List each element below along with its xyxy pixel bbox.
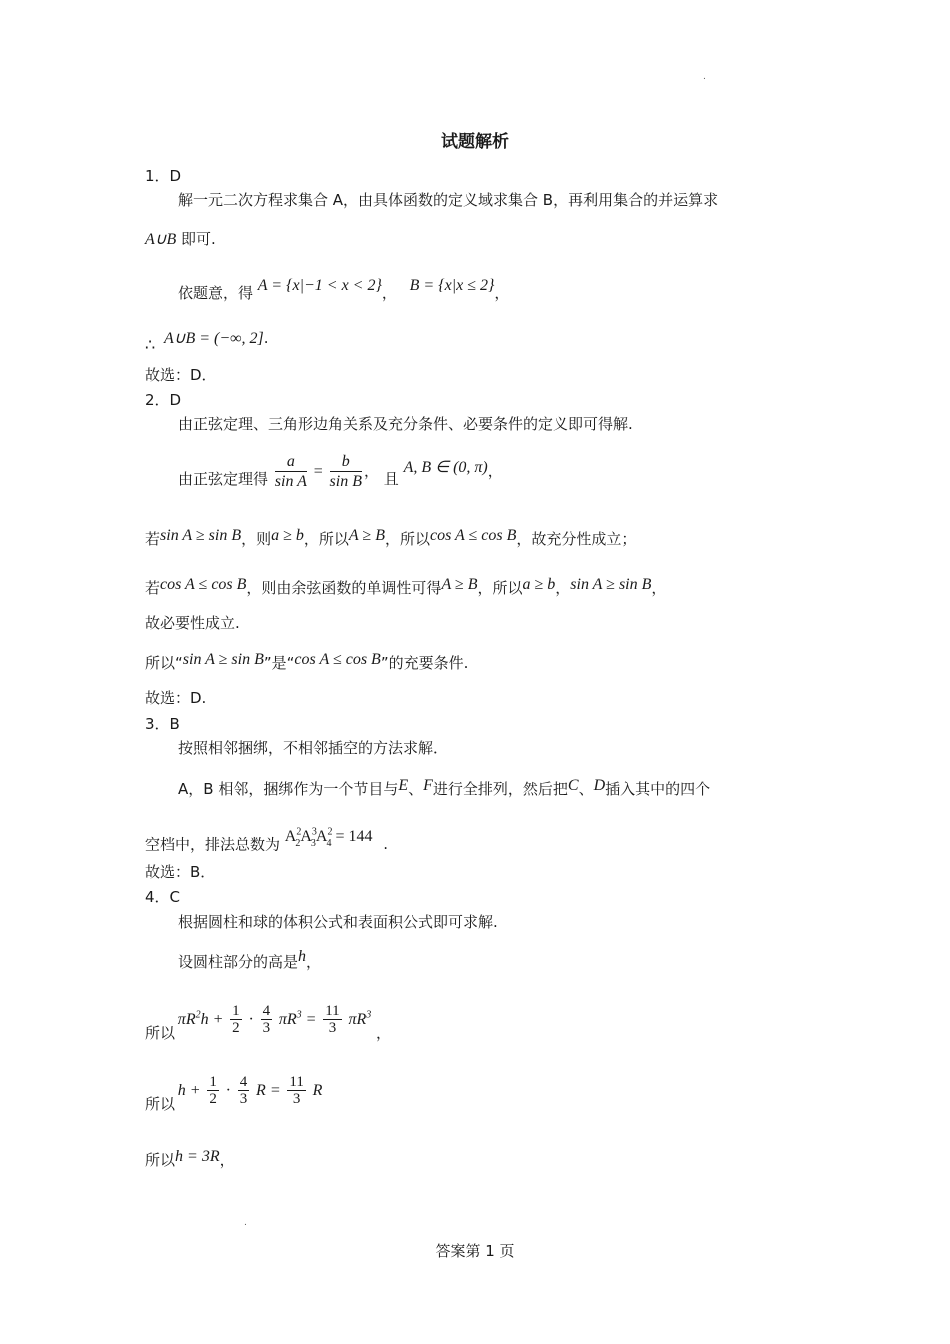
q3-line-1: 按照相邻捆绑，不相邻插空的方法求解．: [178, 739, 449, 757]
height-variable: h: [298, 948, 307, 965]
q2-line-6: [145, 653, 468, 674]
inline-math: F: [423, 777, 433, 794]
fraction-numerator: 1: [232, 1003, 240, 1019]
text: 、: [578, 780, 594, 798]
q2-line-2-text: 由正弦定理得: [178, 470, 269, 488]
header-dot: .: [703, 72, 706, 82]
text: ，则由余弦函数的单调性可得: [246, 579, 442, 597]
fraction-numerator: 11: [289, 1074, 304, 1090]
text: ，所以: [384, 530, 430, 548]
text: 插入其中的四个: [605, 780, 711, 798]
q1-answer: 故选：D．: [145, 366, 217, 384]
footer-dot: .: [244, 1218, 247, 1228]
q3-answer: 故选：B．: [145, 863, 216, 881]
inline-math: sin A ≥ sin B: [182, 651, 264, 668]
permutation-result: = 144: [335, 828, 373, 846]
q3-line-2: [178, 779, 710, 800]
q2-line-3: [145, 529, 636, 550]
fraction-numerator: 4: [239, 1074, 248, 1090]
text: ，所以: [477, 579, 523, 597]
text: ，则: [241, 530, 272, 548]
inline-math: C: [567, 777, 579, 794]
q3-line-3: 空档中，排法总数为 $A^2_2A^3_3A^2_4 = 144$ .: [145, 827, 389, 854]
q2-angle-range-math: A, B ∈ (0, π): [403, 459, 488, 476]
q1-line-3-text: 依题意，得: [178, 284, 254, 302]
fraction-numerator: a: [275, 452, 307, 472]
fraction-eleven-thirds: [323, 1003, 341, 1036]
fraction-b-over-sin-b: [330, 452, 362, 491]
q2-line-4: [145, 578, 666, 599]
fraction-numerator: 4: [262, 1003, 271, 1019]
q4-volume-equation: 所以 $\pi R^2h$ + $\frac{1}{2}$ · $\frac{4}{3}$ $\pi R^3$ = $\frac{11}{3}$ $\pi R^3$ ，: [145, 1003, 392, 1042]
text: 所以“: [145, 654, 183, 672]
fraction-denominator: 2: [232, 1020, 240, 1036]
fraction-four-thirds: [238, 1074, 250, 1107]
q4-surface-equation: 所以 h + $\frac{1}{2}$ · $\frac{4}{3}$ R = $\frac{11}{3}$ R: [145, 1074, 323, 1113]
so-label: 所以: [145, 1024, 176, 1042]
q1-union-result-math: A∪B = (−∞, 2]: [163, 330, 264, 347]
text: ，: [555, 579, 571, 597]
fraction-denominator: 3: [292, 1091, 301, 1107]
q2-line-2: 由正弦定理得 $\frac{a}{\text{sin A}}$ = $\frac{b}{\text{sin B}}$ ， 且 A, B ∈ (0, π)，: [178, 453, 503, 490]
fraction-numerator: 1: [209, 1074, 217, 1090]
q1-line-2-text: 即可.: [181, 230, 216, 248]
page-footer: 答案第 1 页: [435, 1242, 515, 1260]
q4-line-2-text: 设圆柱部分的高是: [178, 953, 299, 971]
text: 若: [145, 579, 161, 597]
fraction-denominator: sin A: [274, 473, 307, 490]
q1-set-a-math: A = {x|−1 < x < 2}: [257, 277, 382, 294]
q1-heading: 1．D: [145, 167, 182, 185]
fraction-four-thirds: [261, 1003, 273, 1036]
fraction-a-over-sin-a: [275, 452, 307, 491]
inline-math: D: [593, 777, 606, 794]
page-title: 试题解析: [441, 132, 509, 152]
text: 、: [408, 780, 424, 798]
q1-line-1: 解一元二次方程求集合 A，由具体函数的定义域求集合 B，再利用集合的并运算求: [178, 191, 719, 209]
inline-math: sin A ≥ sin B: [160, 527, 242, 544]
fraction-denominator: 2: [209, 1091, 217, 1107]
text: ”是“: [263, 654, 295, 672]
fraction-denominator: 3: [262, 1020, 271, 1036]
q4-result-line: 所以h = 3R，: [145, 1148, 235, 1169]
fraction-denominator: sin B: [329, 473, 362, 490]
q2-line-1: 由正弦定理、三角形边角关系及充分条件、必要条件的定义即可得解.: [178, 415, 633, 433]
inline-math: cos A ≤ cos B: [429, 527, 517, 544]
q2-answer: 故选：D.: [145, 689, 207, 707]
fraction-denominator: 3: [328, 1020, 337, 1036]
inline-math: E: [398, 777, 409, 794]
text: 若: [145, 530, 161, 548]
so-label: 所以: [145, 1151, 176, 1169]
fraction-eleven-thirds: [287, 1074, 305, 1107]
text: ”的充要条件.: [380, 654, 469, 672]
text: ，故充分性成立；: [516, 530, 637, 548]
fraction-numerator: b: [330, 452, 362, 472]
inline-math: a ≥ b: [271, 527, 304, 544]
q3-line-3-text: 空档中，排法总数为: [145, 835, 281, 854]
inline-math: A ≥ B: [348, 527, 385, 544]
q3-heading: 3．B: [145, 715, 180, 733]
q4-heading: 4．C: [145, 888, 181, 906]
q1-line-4: ∴ A∪B = (−∞, 2].: [145, 329, 269, 354]
q2-heading: 2．D: [145, 391, 182, 409]
q2-line-5: 故必要性成立.: [145, 614, 240, 632]
text: 进行全排列，然后把: [432, 780, 568, 798]
so-label: 所以: [145, 1095, 176, 1113]
q4-line-1: 根据圆柱和球的体积公式和表面积公式即可求解.: [178, 913, 498, 931]
q1-union-math: A∪B: [145, 231, 177, 248]
fraction-one-half: [230, 1003, 242, 1036]
q1-line-3: 依题意，得 A = {x|−1 < x < 2}， B = {x|x ≤ 2}，: [178, 277, 510, 302]
inline-math: cos A ≤ cos B: [294, 651, 381, 668]
inline-math: cos A ≤ cos B: [160, 576, 247, 593]
inline-math: sin A ≥ sin B: [570, 576, 652, 593]
q1-set-b-math: B = {x|x ≤ 2}: [409, 277, 495, 294]
fraction-denominator: 3: [239, 1091, 248, 1107]
q4-line-2: 设圆柱部分的高是h，: [178, 948, 322, 971]
inline-math: A ≥ B: [441, 576, 478, 593]
q2-line-2-text-2: 且: [383, 470, 399, 488]
text: A，B 相邻，捆绑作为一个节目与: [178, 780, 399, 798]
height-result-math: h = 3R: [175, 1148, 220, 1165]
text: ，: [651, 579, 667, 597]
inline-math: a ≥ b: [522, 576, 556, 593]
fraction-numerator: 11: [325, 1003, 340, 1019]
therefore-symbol: ∴: [145, 337, 156, 354]
text: ，所以: [303, 530, 349, 548]
q1-line-2: [145, 229, 216, 250]
fraction-one-half: [207, 1074, 219, 1107]
permutation-product-math: $A^2_2A^3_3A^2_4 = 144$: [284, 827, 373, 849]
